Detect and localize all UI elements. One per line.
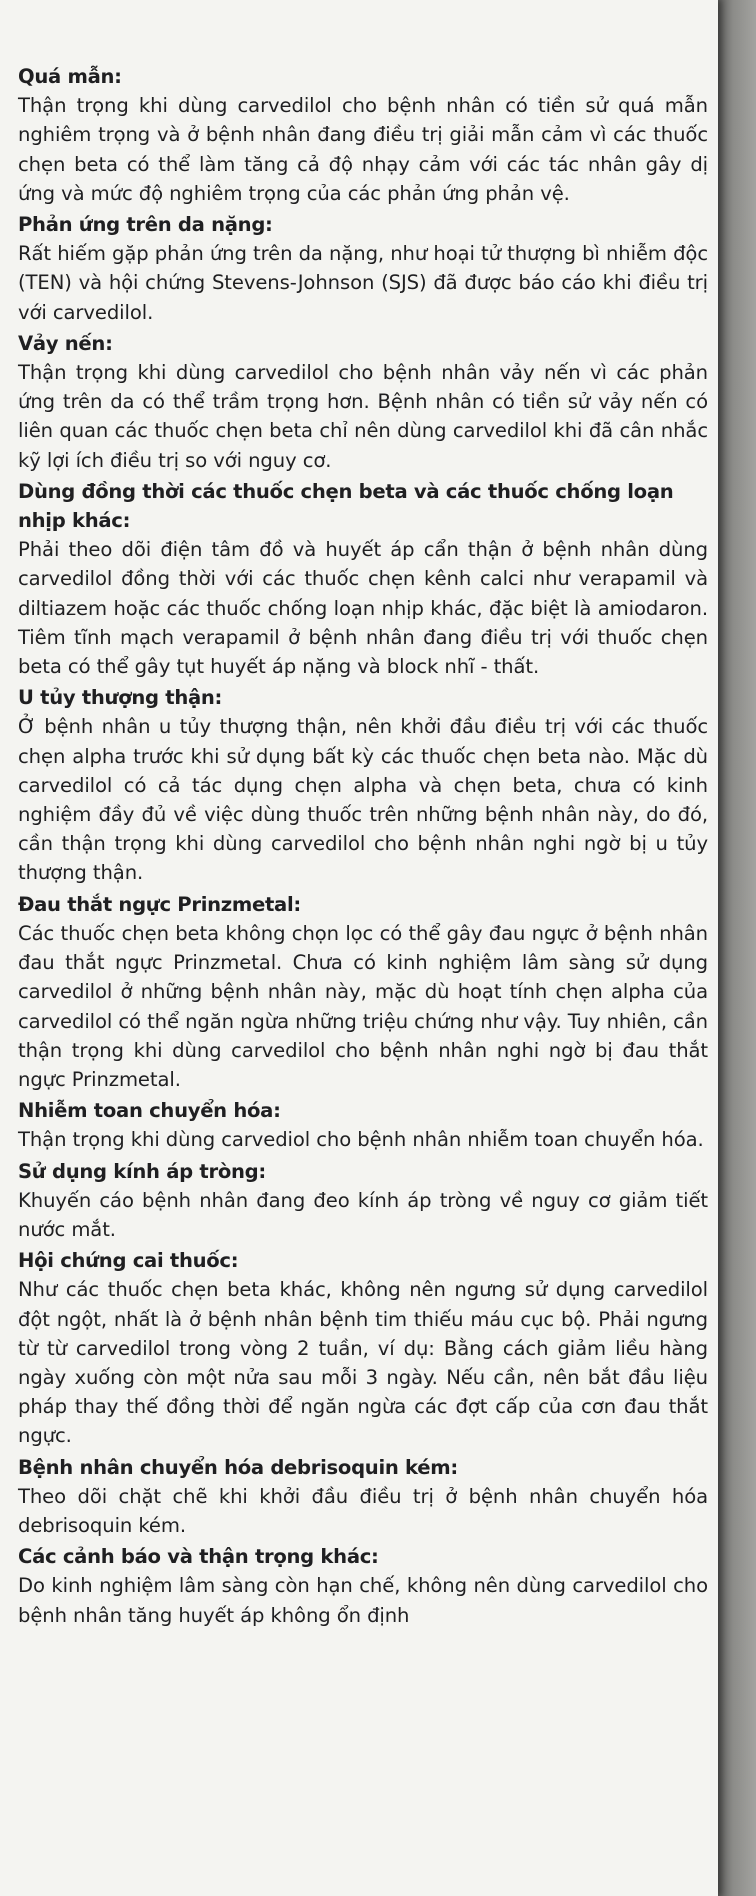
section-heading: Hội chứng cai thuốc: <box>18 1249 239 1273</box>
section-paragraph: Thận trọng khi dùng carvedilol cho bệnh nhân vảy nến vì các phản ứng trên da có thể trầm trọng hơn. Bệnh nhân có tiền sử vảy nến có liên quan các thuốc chẹn beta chỉ nên dùng carvedilol khi đã cân nhắc kỹ lợi ích điều trị so với nguy cơ. <box>18 361 708 472</box>
section-heading: U tủy thượng thận: <box>18 686 223 710</box>
section-canh-bao-khac <box>18 1542 708 1630</box>
section-kinh-ap-trong <box>18 1157 708 1245</box>
section-paragraph: Các thuốc chẹn beta không chọn lọc có thể gây đau ngực ở bệnh nhân đau thắt ngực Prinzmetal. Chưa có kinh nghiệm lâm sàng sử dụng carvedilol ở những bệnh nhân này, mặc dù hoạt tính chẹn alpha của carvedilol có thể ngăn ngừa những triệu chứng như vậy. Tuy nhiên, cần thận trọng khi dùng carvedilol cho bệnh nhân nghi ngờ bị đau thắt ngực Prinzmetal. <box>18 921 708 1091</box>
section-heading: Phản ứng trên da nặng: <box>18 213 273 237</box>
section-heading: Bệnh nhân chuyển hóa debrisoquin kém: <box>18 1455 458 1479</box>
section-paragraph: Như các thuốc chẹn beta khác, không nên ngưng sử dụng carvedilol đột ngột, nhất là ở bệnh nhân bệnh tim thiếu máu cục bộ. Phải ngưng từ từ carvedilol trong vòng 2 tuần, ví dụ: Bằng cách giảm liều hàng ngày xuống còn một nửa sau mỗi 3 ngày. Nếu cần, nên bắt đầu liệu pháp thay thế đồng thời để ngăn ngừa các đợt cấp của cơn đau thắt ngực. <box>18 1278 708 1448</box>
section-heading: Nhiễm toan chuyển hóa: <box>18 1099 281 1123</box>
section-paragraph: Ở bệnh nhân u tủy thượng thận, nên khởi đầu điều trị với các thuốc chẹn alpha trước khi sử dụng bất kỳ các thuốc chẹn beta nào. Mặc dù carvedilol có cả tác dụng chẹn alpha và chẹn beta, chưa có kinh nghiệm đầy đủ về việc dùng thuốc trên những bệnh nhân này, do đó, cần thận trọng khi dùng carvedilol cho bệnh nhân nghi ngờ bị u tủy thượng thận. <box>18 715 708 885</box>
section-paragraph: Thận trọng khi dùng carvediol cho bệnh nhân nhiễm toan chuyển hóa. <box>18 1128 704 1152</box>
section-nhiem-toan <box>18 1096 708 1154</box>
section-heading: Dùng đồng thời các thuốc chẹn beta và các thuốc chống loạn nhịp khác: <box>18 479 674 533</box>
section-dau-that-nguc <box>18 890 708 1094</box>
section-hoi-chung-cai-thuoc <box>18 1246 708 1450</box>
section-paragraph: Khuyến cáo bệnh nhân đang đeo kính áp tròng về nguy cơ giảm tiết nước mắt. <box>18 1188 708 1241</box>
section-heading: Các cảnh báo và thận trọng khác: <box>18 1545 379 1569</box>
section-heading: Sử dụng kính áp tròng: <box>18 1159 266 1183</box>
section-heading: Quá mẫn: <box>18 65 122 88</box>
section-paragraph: Thận trọng khi dùng carvedilol cho bệnh nhân có tiền sử quá mẫn nghiêm trọng và ở bệnh nhân đang điều trị giải mẫn cảm vì các thuốc chẹn beta có thể làm tăng cả độ nhạy cảm với các tác nhân gây dị ứng và mức độ nghiêm trọng của các phản ứng phản vệ. <box>18 94 708 205</box>
section-phan-ung-tren-da <box>18 210 708 327</box>
section-debrisoquin <box>18 1453 708 1541</box>
section-heading: Vảy nến: <box>18 331 113 355</box>
section-u-tuy-thuong-than <box>18 683 708 887</box>
section-dung-dong-thoi <box>18 477 708 681</box>
section-paragraph: Phải theo dõi điện tâm đồ và huyết áp cẩn thận ở bệnh nhân dùng carvedilol đồng thời với các thuốc chẹn kênh calci như verapamil và diltiazem hoặc các thuốc chống loạn nhịp khác, đặc biệt là amiodaron. Tiêm tĩnh mạch verapamil ở bệnh nhân đang điều trị với thuốc chẹn beta có thể gây tụt huyết áp nặng và block nhĩ - thất. <box>18 538 708 679</box>
section-heading: Đau thắt ngực Prinzmetal: <box>18 892 301 916</box>
section-paragraph: Theo dõi chặt chẽ khi khởi đầu điều trị ở bệnh nhân chuyển hóa debrisoquin kém. <box>18 1484 708 1537</box>
section-qua-man <box>18 62 708 208</box>
section-paragraph: Do kinh nghiệm lâm sàng còn hạn chế, không nên dùng carvedilol cho bệnh nhân tăng huyết áp không ổn định <box>18 1574 708 1627</box>
section-vay-nen <box>18 329 708 475</box>
background-shadow <box>718 0 756 1896</box>
section-paragraph: Rất hiếm gặp phản ứng trên da nặng, như hoại tử thượng bì nhiễm độc (TEN) và hội chứng Stevens-Johnson (SJS) đã được báo cáo khi điều trị với carvedilol. <box>18 242 708 324</box>
document-body <box>18 62 708 1632</box>
